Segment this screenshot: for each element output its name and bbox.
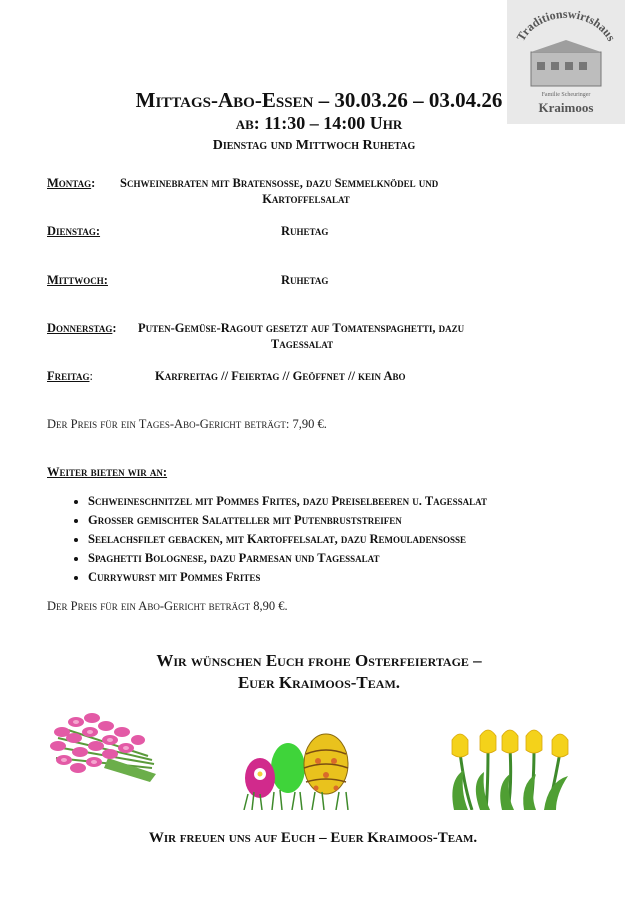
mittwoch-text: Ruhetag bbox=[281, 273, 329, 287]
day-label: Donnerstag bbox=[47, 321, 113, 335]
page-title: Mittags-Abo-Essen – 30.03.26 – 03.04.26 bbox=[135, 88, 503, 112]
day-donnerstag bbox=[47, 321, 117, 336]
day-mittwoch: Mittwoch: bbox=[47, 273, 108, 287]
price-abo: Der Preis für ein Abo-Gericht beträgt 8,90 €. bbox=[47, 599, 288, 613]
day-freitag bbox=[47, 369, 93, 384]
list-item: • Schweineschnitzel mit Pommes Frites, dazu Preiselbeeren u. Tagessalat bbox=[88, 494, 638, 509]
donnerstag-dish: Puten-Gemüse-Ragout gesetzt auf Tomatenspaghetti, dazu bbox=[138, 321, 465, 335]
freitag-text: Karfreitag // Feiertag // Geöffnet // kein Abo bbox=[155, 369, 406, 383]
day-montag bbox=[47, 176, 95, 191]
pink-tulips-image bbox=[48, 708, 160, 784]
footer-text: Wir freuen uns auf Euch – Euer Kraimoos-Team. bbox=[148, 830, 478, 846]
price-day: Der Preis für ein Tages-Abo-Gericht beträgt: 7,90 €. bbox=[47, 417, 327, 431]
colon: : bbox=[112, 321, 117, 335]
donnerstag-dish-cont: Tagessalat bbox=[270, 337, 334, 351]
opening-time: ab: 11:30 – 14:00 Uhr bbox=[235, 113, 403, 133]
day-label: Freitag bbox=[47, 369, 90, 383]
yellow-tulips-image bbox=[444, 726, 578, 810]
day-dienstag: Dienstag: bbox=[47, 224, 101, 238]
list-item: • Großer gemischter Salatteller mit Putenbruststreifen bbox=[88, 513, 638, 528]
dienstag-text: Ruhetag bbox=[281, 224, 329, 238]
easter-eggs-image bbox=[240, 728, 356, 810]
logo-small-text: Familie Scheuringer bbox=[541, 92, 591, 98]
list-item: • Currywurst mit Pommes Frites bbox=[88, 570, 638, 585]
list-item: • Seelachsfilet gebacken, mit Kartoffelsalat, dazu Remouladensoße bbox=[88, 532, 638, 547]
logo-arc-text: Traditionswirtshaus bbox=[513, 6, 619, 44]
logo-name: Kraimoos bbox=[538, 100, 594, 115]
wish-line-1: Wir wünschen Euch frohe Osterfeiertage – bbox=[156, 651, 482, 670]
montag-dish: Schweinebraten mit Bratensoße, dazu Semmelknödel und bbox=[120, 176, 439, 190]
offer-list bbox=[48, 494, 638, 589]
list-item: • Spaghetti Bolognese, dazu Parmesan und Tagessalat bbox=[88, 551, 638, 566]
offer-heading: Weiter bieten wir an: bbox=[47, 465, 168, 479]
colon: : bbox=[89, 369, 93, 383]
montag-dish-cont: Kartoffelsalat bbox=[262, 192, 350, 206]
day-label: Montag bbox=[47, 176, 92, 190]
wish-line-2: Euer Kraimoos-Team. bbox=[237, 673, 401, 692]
colon: : bbox=[91, 176, 96, 190]
closed-days: Dienstag und Mittwoch Ruhetag bbox=[212, 138, 416, 153]
